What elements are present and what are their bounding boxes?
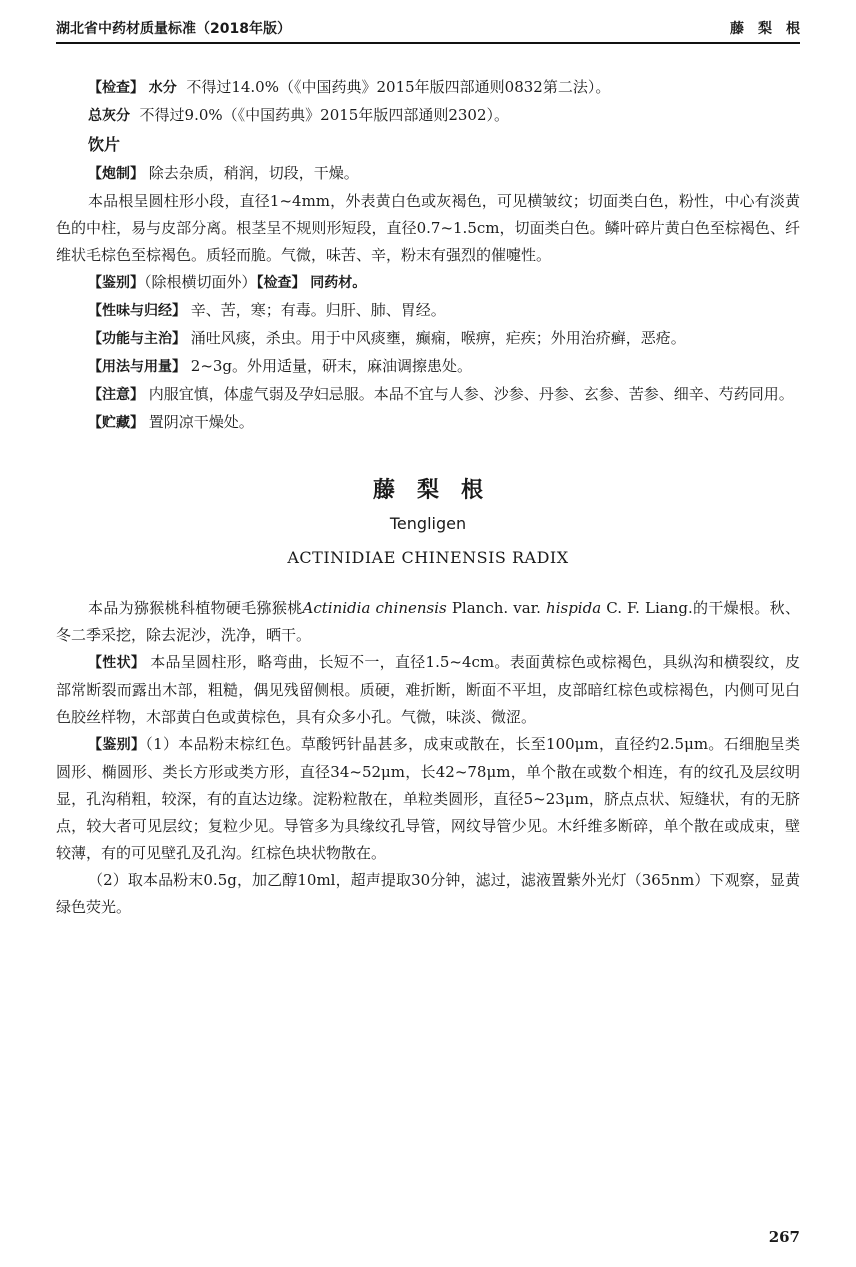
label-total-ash: 总灰分 xyxy=(88,108,130,124)
text-moisture: 不得过14.0%（《中国药典》2015年版四部通则0832第二法）。 xyxy=(186,78,611,96)
paragraph-dosage xyxy=(56,353,800,381)
label-function-indication: 【功能与主治】 xyxy=(88,331,186,347)
page-body xyxy=(56,74,800,921)
label-identification-herb: 【鉴别】 xyxy=(88,737,146,753)
text-source-b: Planch. var. xyxy=(446,599,547,617)
text-except-cross-section: （除根横切面外） xyxy=(144,273,257,291)
label-storage: 【贮藏】 xyxy=(88,415,144,431)
label-inspection-slices: 【检查】 xyxy=(256,275,306,291)
paragraph-slice-description: 本品根呈圆柱形小段，直径1~4mm，外表黄白色或灰褐色，可见横皱纹；切面类白色，粉性，中心有淡黄色的中柱，易与皮部分离。根茎呈不规则形短段，直径0.7~1.5cm，切面类白色。鳞叶碎片黄白色至棕褐色、纤维状毛棕色至棕褐色。质轻而脆。气微，味苦、辛，粉末有强烈的催嚏性。 xyxy=(56,192,800,264)
text-variety-name: hispida xyxy=(546,599,602,617)
paragraph-source xyxy=(56,595,800,649)
header-rule xyxy=(56,42,800,44)
heading-yinpian: 饮片 xyxy=(88,135,121,154)
paragraph-identification-1 xyxy=(56,731,800,867)
page-number: 267 xyxy=(768,1228,800,1246)
text-species-name: Actinidia chinensis xyxy=(302,599,447,617)
text-source-a: 本品为猕猴桃科植物硬毛猕猴桃 xyxy=(88,599,303,617)
header-book-title: 湖北省中药材质量标准（2018年版） xyxy=(56,21,291,37)
paragraph-identification-2: （2）取本品粉末0.5g，加乙醇10ml，超声提取30分钟，滤过，滤液置紫外光灯（365nm）下观察，显黄绿色荧光。 xyxy=(56,871,800,916)
text-nature-meridian: 辛、苦，寒；有毒。归肝、肺、胃经。 xyxy=(190,301,446,319)
header-section-title: 藤梨根 xyxy=(730,21,814,37)
paragraph-precautions xyxy=(56,381,800,409)
paragraph-identification-slices xyxy=(56,269,800,297)
label-nature-meridian: 【性味与归经】 xyxy=(88,303,186,319)
monograph-title-block xyxy=(56,475,800,573)
text-storage: 置阴凉干燥处。 xyxy=(148,413,254,431)
paragraph-characters xyxy=(56,649,800,731)
text-precautions: 内服宜慎，体虚气弱及孕妇忌服。本品不宜与人参、沙参、丹参、玄参、苦参、细辛、芍药同用。 xyxy=(148,385,794,403)
label-identification: 【鉴别】 xyxy=(88,275,144,291)
paragraph-nature-meridian xyxy=(56,297,800,325)
label-moisture: 水分 xyxy=(148,80,177,96)
label-precautions: 【注意】 xyxy=(88,387,144,403)
paragraph-storage xyxy=(56,409,800,437)
text-processing: 除去杂质，稍润，切段，干燥。 xyxy=(148,164,359,182)
text-same-as-herb: 同药材。 xyxy=(310,275,367,291)
label-inspection: 【检查】 xyxy=(88,80,144,96)
monograph-title-latin: ACTINIDIAE CHINENSIS RADIX xyxy=(287,548,569,567)
text-total-ash: 不得过9.0%（《中国药典》2015年版四部通则2302）。 xyxy=(139,106,510,124)
label-dosage: 【用法与用量】 xyxy=(88,359,186,375)
running-header xyxy=(56,14,814,42)
text-source-c: C. F. Liang.的干燥根。秋、冬二季采挖，除去泥沙，洗净，晒干。 xyxy=(56,599,800,644)
text-identification-1: （1）本品粉末棕红色。草酸钙针晶甚多，成束或散在，长至100μm，直径约2.5μm。石细胞呈类圆形、椭圆形、类长方形或类方形，直径34~52μm，长42~78μm，单个散在或数个相连，有的纹孔及层纹明显，孔沟稍粗，较深，有的直达边缘。淀粉粒散在，单粒类圆形，直径5~23μm，脐点点状、短缝状，有的无脐点，较大者可见层纹；复粒少见。导管多为具缘纹孔导管，网纹导管少见。木纤维多断碎，单个散在或成束，壁较薄，有的可见壁孔及孔沟。红棕色块状物散在。 xyxy=(56,735,801,862)
paragraph-inspection xyxy=(56,74,800,102)
paragraph-function-indication xyxy=(56,325,800,353)
monograph-title-chinese: 藤梨根 xyxy=(372,478,505,503)
text-function-indication: 涌吐风痰，杀虫。用于中风痰壅，癫痫，喉痹，疟疾；外用治疥癣，恶疮。 xyxy=(190,329,686,347)
text-dosage: 2~3g。外用适量，研末，麻油调擦患处。 xyxy=(190,357,473,375)
text-characters: 本品呈圆柱形，略弯曲，长短不一，直径1.5~4cm。表面黄棕色或棕褐色，具纵沟和横裂纹，皮部常断裂而露出木部，粗糙，偶见残留侧根。质硬，难折断，断面不平坦，皮部暗红棕色或棕褐色，内侧可见白色胶丝样物，木部黄白色或黄棕色，具有众多小孔。气微，味淡、微涩。 xyxy=(56,653,800,726)
label-characters: 【性状】 xyxy=(88,655,146,671)
paragraph-processing xyxy=(56,160,800,188)
label-processing: 【炮制】 xyxy=(88,166,144,182)
monograph-title-pinyin: Tengligen xyxy=(389,514,467,533)
paragraph-total-ash xyxy=(56,102,800,130)
